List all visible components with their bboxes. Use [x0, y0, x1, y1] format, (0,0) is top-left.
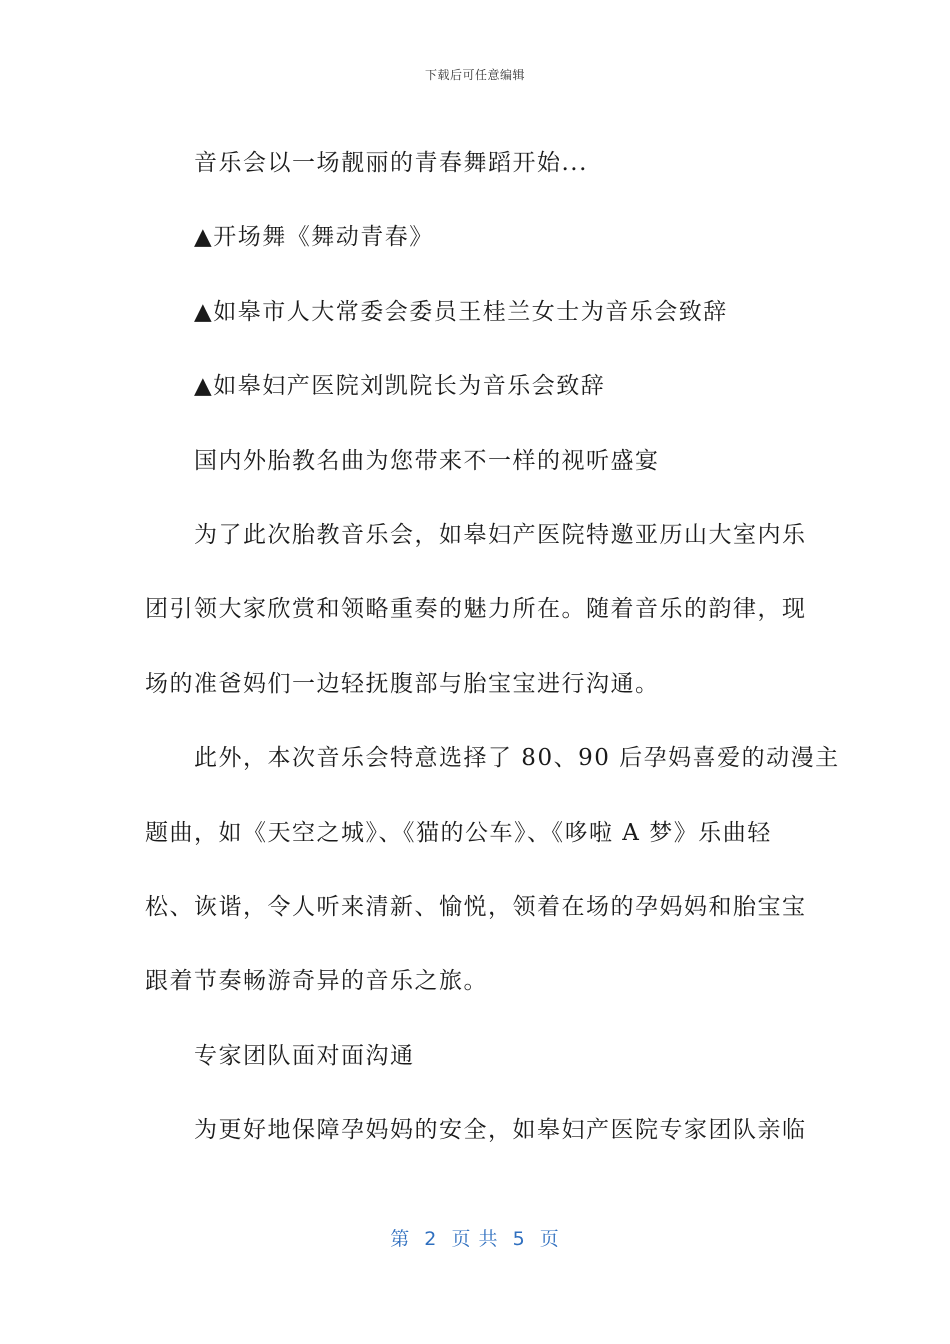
paragraph-line: ▲如皋妇产医院刘凯院长为音乐会致辞 [194, 373, 606, 400]
document-body [145, 126, 840, 1168]
paragraph-line: ▲开场舞《舞动青春》 [194, 224, 434, 251]
paragraph-line: 题曲，如《天空之城》、《猫的公车》、《哆啦 A 梦》乐曲轻 [145, 819, 772, 846]
paragraph-line: 为更好地保障孕妈妈的安全，如皋妇产医院专家团队亲临 [194, 1117, 807, 1144]
section-heading: 专家团队面对面沟通 [194, 1042, 415, 1069]
section-heading: 国内外胎教名曲为您带来不一样的视听盛宴 [194, 447, 660, 474]
paragraph-line: 团引领大家欣赏和领略重奏的魅力所在。随着音乐的韵律，现 [145, 596, 807, 623]
page-number-footer: 第 2 页 共 5 页 [390, 1228, 560, 1250]
paragraph-line: 松、诙谐，令人听来清新、愉悦，领着在场的孕妈妈和胎宝宝 [145, 894, 807, 921]
paragraph-line: 此外，本次音乐会特意选择了 80、90 后孕妈喜爱的动漫主 [194, 745, 840, 772]
page-header: 下载后可任意编辑 [424, 68, 525, 82]
paragraph-line: 音乐会以一场靓丽的青春舞蹈开始... [194, 150, 588, 176]
paragraph-line: 跟着节奏畅游奇异的音乐之旅。 [145, 968, 488, 995]
paragraph-line: 场的准爸妈们一边轻抚腹部与胎宝宝进行沟通。 [145, 670, 660, 697]
paragraph-line: ▲如皋市人大常委会委员王桂兰女士为音乐会致辞 [194, 298, 728, 325]
paragraph-line: 为了此次胎教音乐会，如皋妇产医院特邀亚历山大室内乐 [194, 522, 807, 549]
